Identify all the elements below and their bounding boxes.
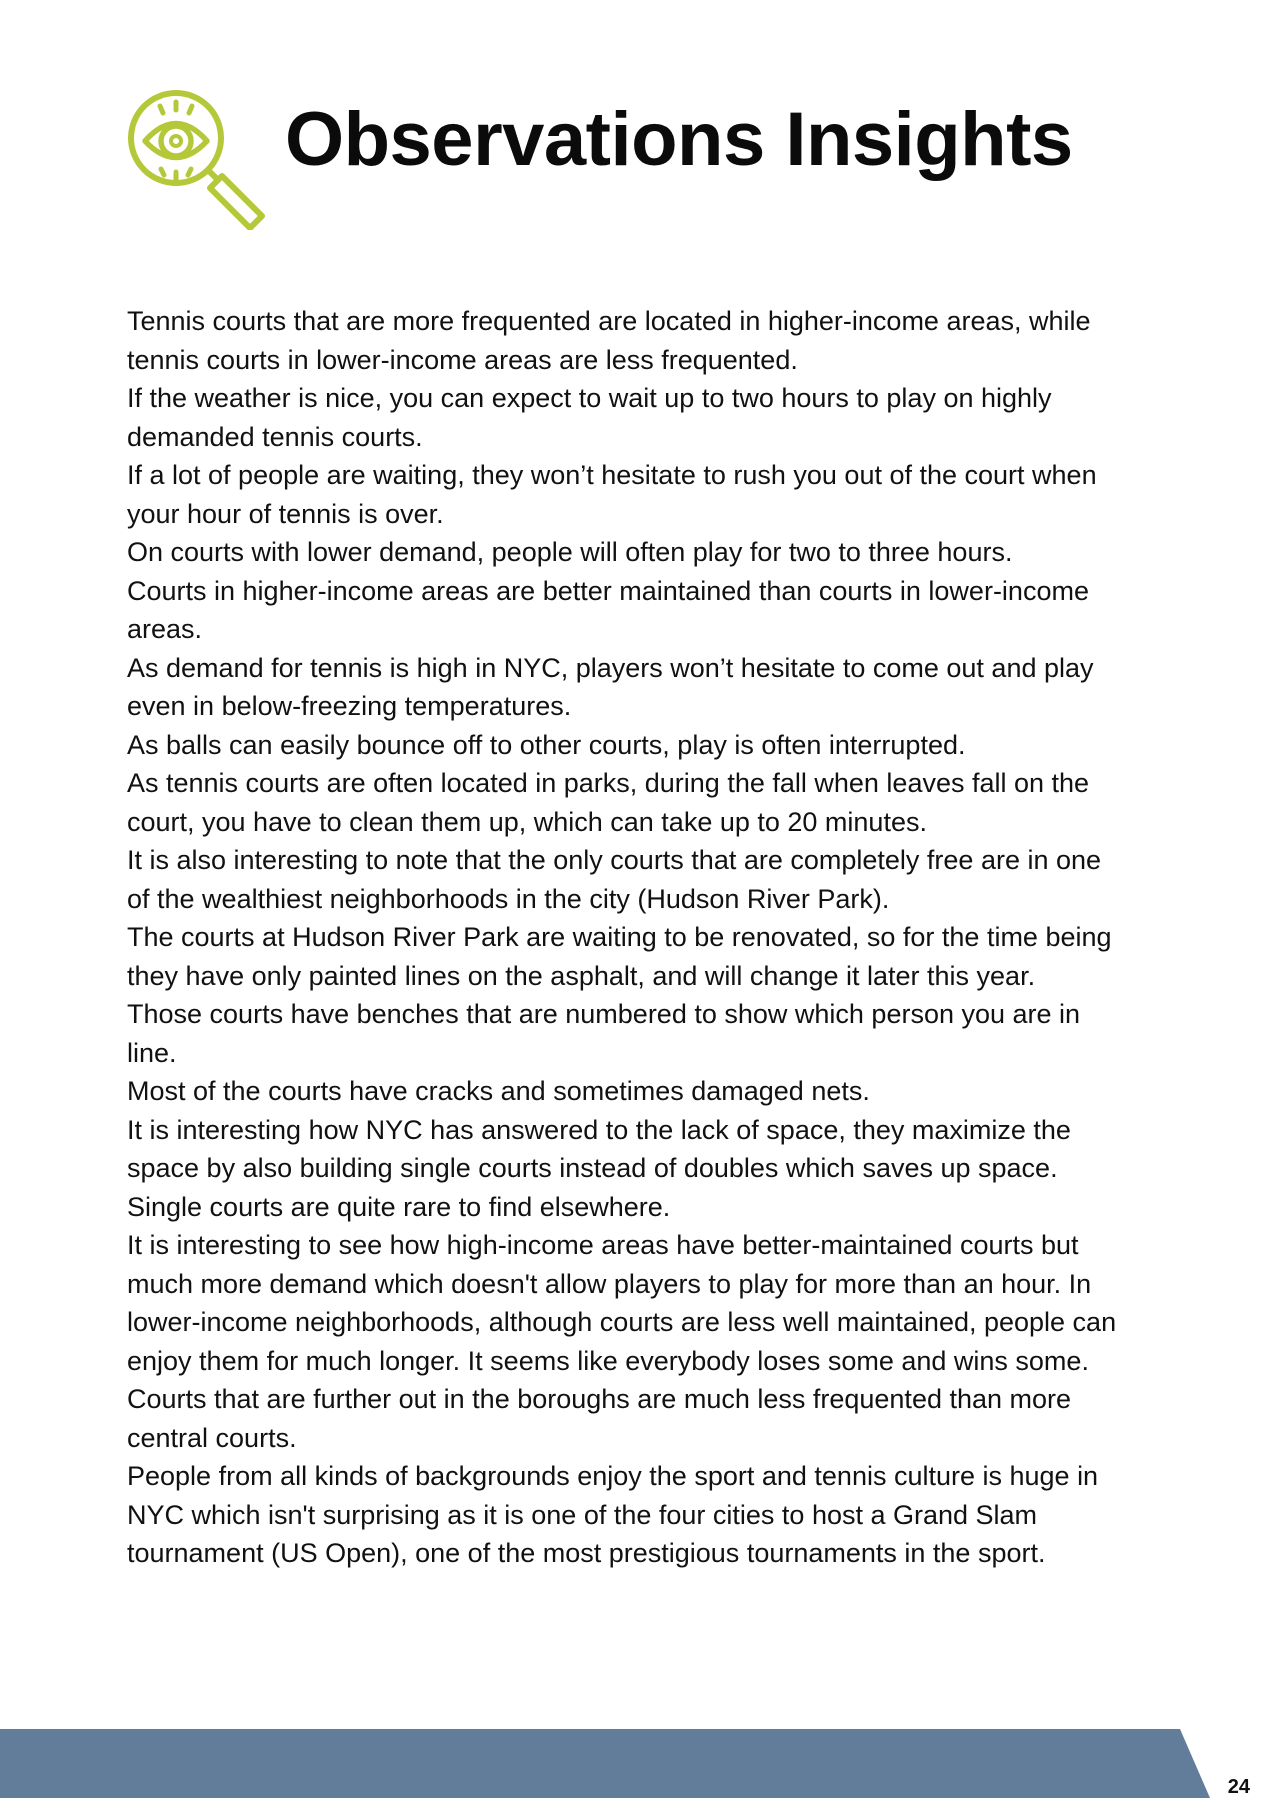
insight-item: Tennis courts that are more frequented are located in higher-income areas, while tennis courts in lower-income areas are less frequented.: [127, 306, 1091, 375]
insight-item: As demand for tennis is high in NYC, players won’t hesitate to come out and play even in below-freezing temperatures.: [127, 652, 1094, 721]
page-header: [126, 88, 1146, 238]
insight-item: Those courts have benches that are numbered to show which person you are in line.: [127, 999, 1081, 1068]
insight-item: Most of the courts have cracks and sometimes damaged nets.: [127, 1076, 870, 1106]
insight-item: On courts with lower demand, people will often play for two to three hours.: [127, 537, 1013, 567]
insight-item: Courts that are further out in the boroughs are much less frequented than more central courts.: [127, 1384, 1072, 1453]
insight-item: It is also interesting to note that the only courts that are completely free are in one of the wealthiest neighborhoods in the city (Hudson River Park).: [127, 845, 1102, 914]
insight-item: If the weather is nice, you can expect to wait up to two hours to play on highly demanded tennis courts.: [127, 383, 1052, 452]
insight-item: If a lot of people are waiting, they won’t hesitate to rush you out of the court when your hour of tennis is over.: [127, 460, 1097, 529]
footer-bar: [0, 1729, 1272, 1798]
page-title: Observations Insights: [285, 97, 1073, 182]
insight-item: As tennis courts are often located in parks, during the fall when leaves fall on the court, you have to clean them up, which can take up to 20 minutes.: [127, 768, 1090, 837]
insights-list: [127, 302, 1127, 1573]
insight-item: As balls can easily bounce off to other courts, play is often interrupted.: [127, 729, 966, 760]
magnifier-eye-icon: [126, 88, 268, 230]
footer-band: [0, 1729, 1272, 1798]
insight-item: Courts in higher-income areas are better maintained than courts in lower-income areas.: [127, 575, 1089, 644]
insight-item: It is interesting to see how high-income areas have better-maintained courts but much more demand which doesn't allow players to play for more than an hour. In lower-income neighborhoods, although courts are less well maintained, people can enjoy them for much longer. It seems like everybody loses some and wins some.: [127, 1230, 1117, 1376]
insight-item: The courts at Hudson River Park are waiting to be renovated, so for the time being they have only painted lines on the asphalt, and will change it later this year.: [127, 922, 1112, 991]
page-number: 24: [1227, 1776, 1250, 1798]
insight-item: People from all kinds of backgrounds enjoy the sport and tennis culture is huge in NYC which isn't surprising as it is one of the four cities to host a Grand Slam tournament (US Open), one of the most prestigious tournaments in the sport.: [127, 1461, 1099, 1568]
insight-item: It is interesting how NYC has answered to the lack of space, they maximize the space by also building single courts instead of doubles which saves up space. Single courts are quite rare to find elsewhere.: [127, 1114, 1071, 1222]
